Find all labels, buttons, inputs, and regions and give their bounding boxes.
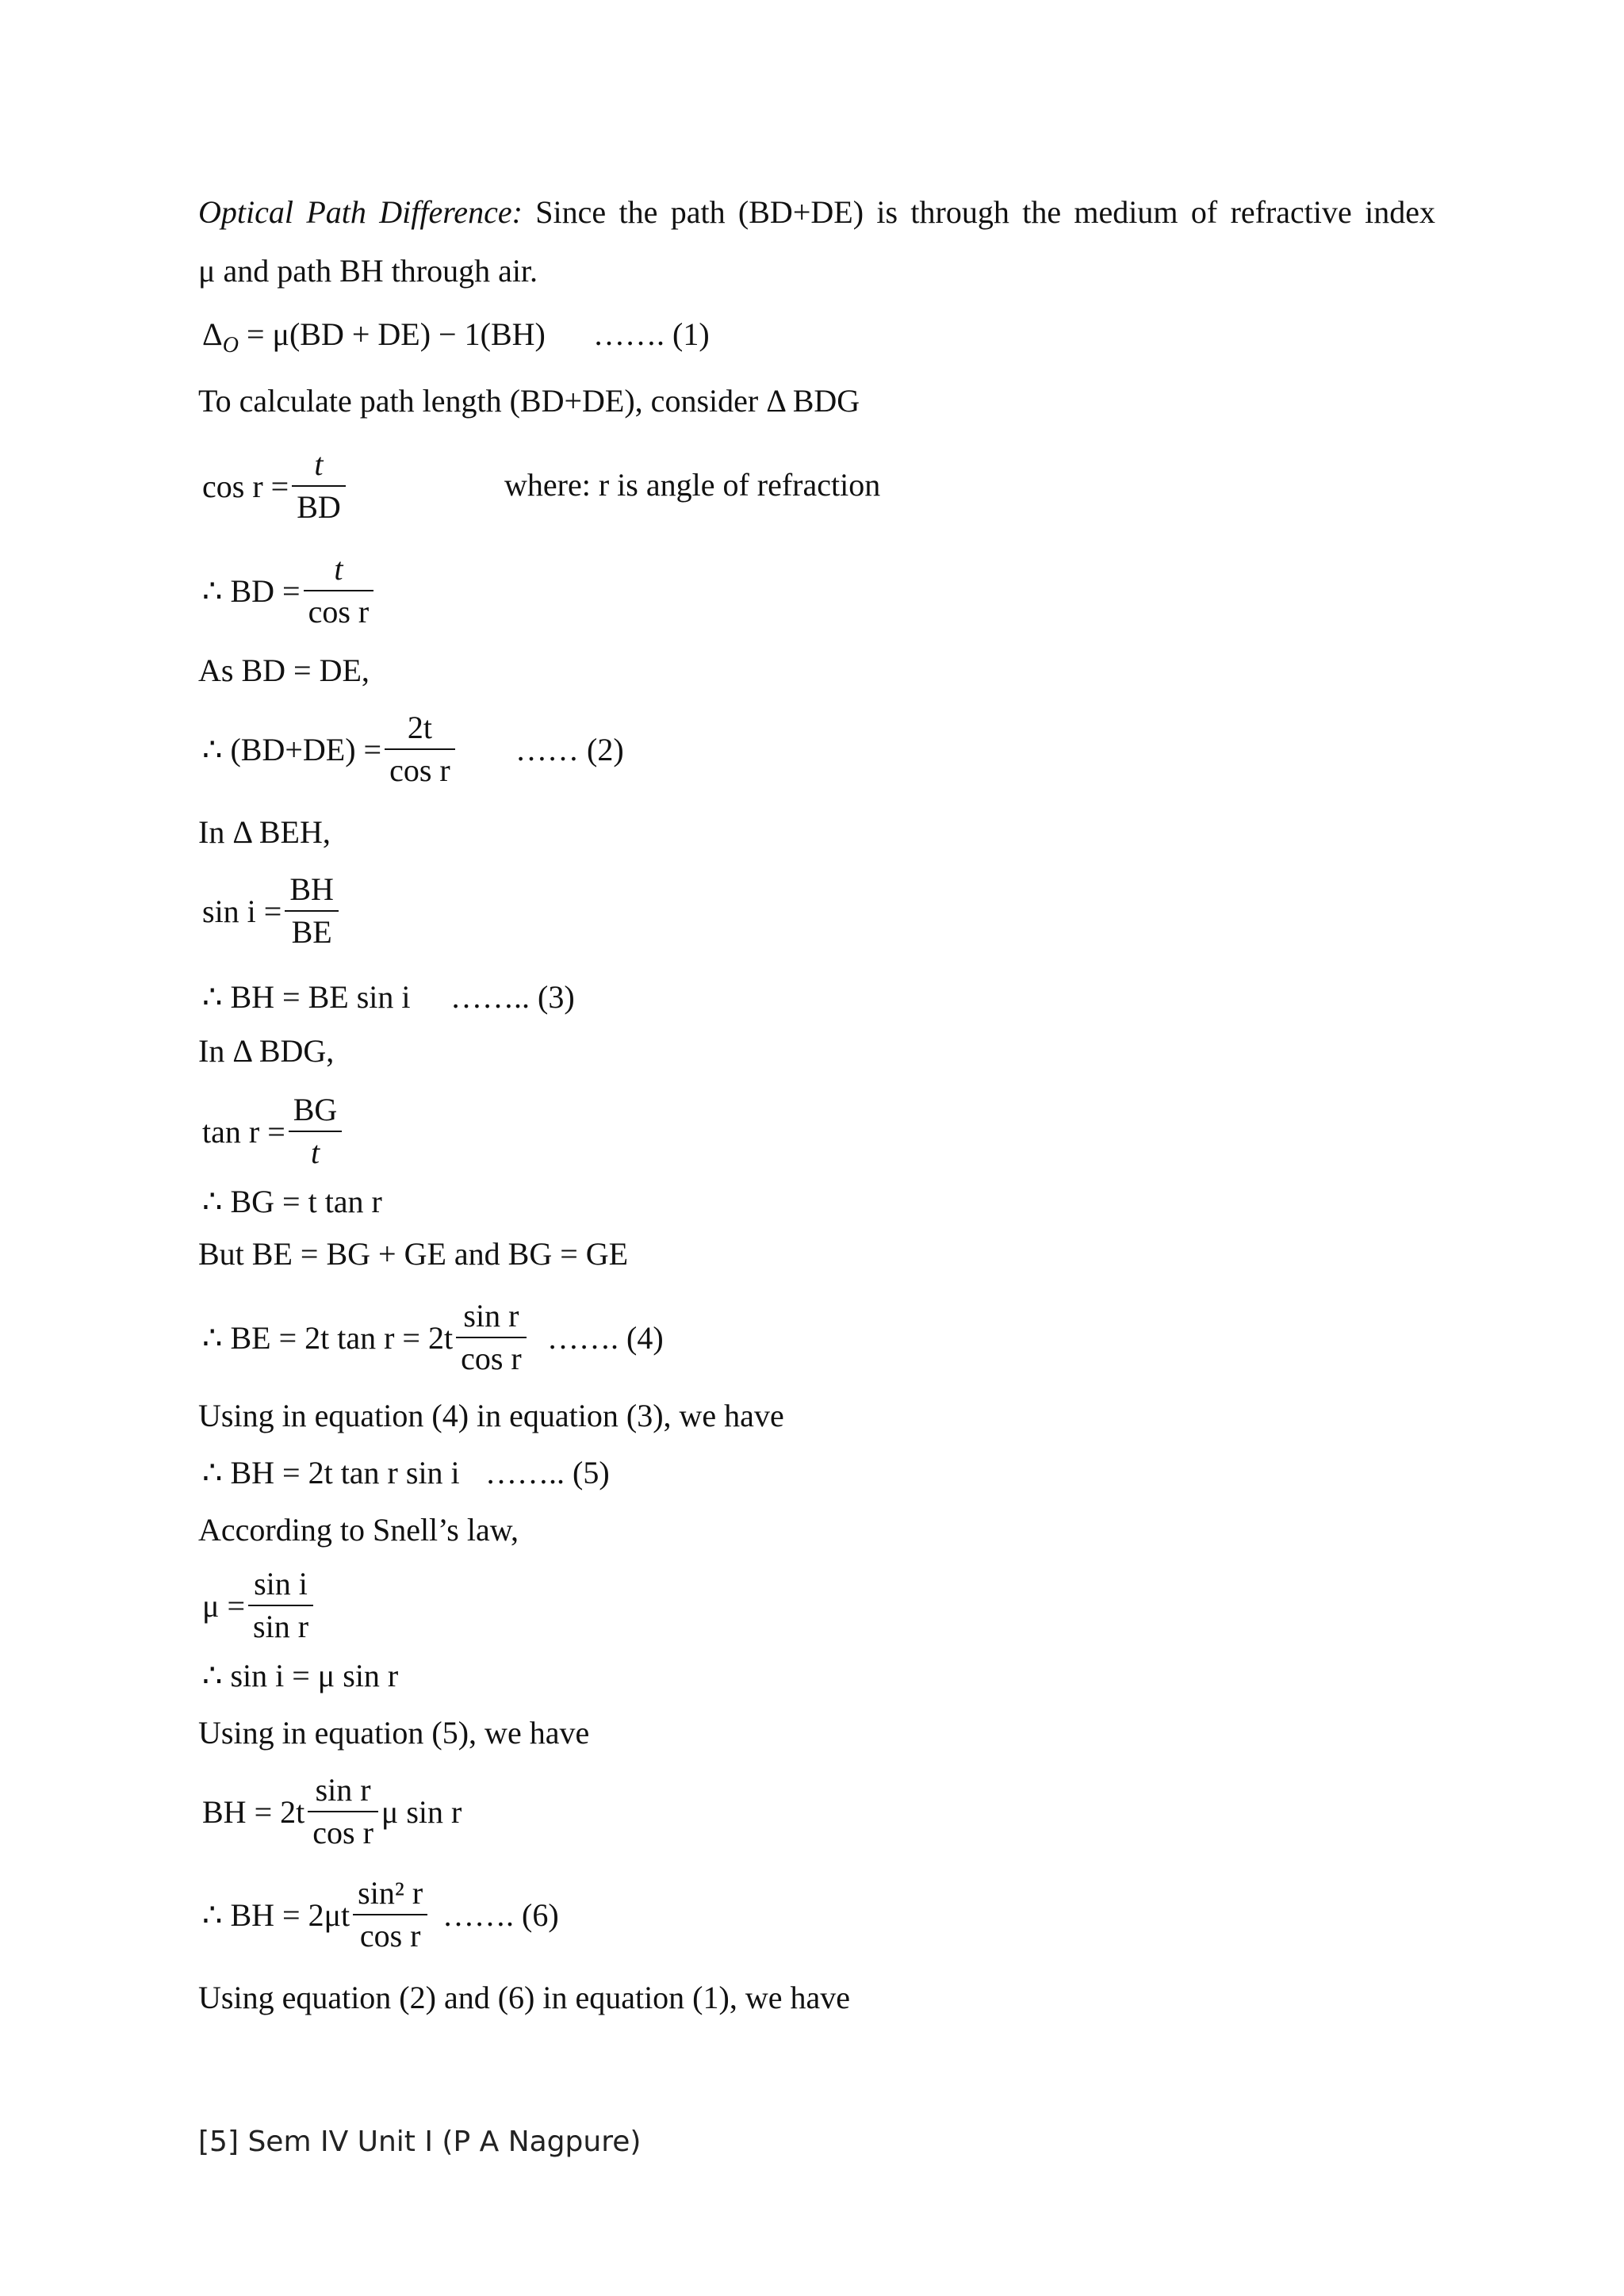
equation-1: $\Delta_O = \mu(BD + DE) - 1(BH)$ bbox=[202, 316, 546, 358]
using-5-text: Using in equation (5), we have bbox=[198, 1715, 590, 1751]
bdg-text: In Δ BDG, bbox=[198, 1033, 335, 1069]
equation-5-tag: …….. (5) bbox=[485, 1455, 610, 1490]
bd-equation: ∴ BD = $\frac{t}{\text{cos r}}$ bbox=[202, 549, 377, 633]
cos-equation: cos r = $\frac{t}{BD}$ bbox=[202, 444, 349, 528]
equation-6-tag: ……. (6) bbox=[442, 1897, 559, 1933]
mu-equation: μ = $\frac{\text{sin i}}{\text{sin r}}$ bbox=[202, 1563, 316, 1647]
sin-equation: sin i = $\frac{BH}{BE}$ bbox=[202, 869, 342, 953]
as-text: As BD = DE, bbox=[198, 652, 370, 688]
equation-3-tag: …….. (3) bbox=[450, 979, 575, 1015]
bh-equation-5: ∴ BH = 2t tan r sin i bbox=[202, 1455, 460, 1490]
section-heading: Optical Path Difference: bbox=[198, 194, 523, 230]
refraction-note: where: r is angle of refraction bbox=[504, 467, 881, 503]
beh-text: In Δ BEH, bbox=[198, 814, 331, 850]
equation-1-tag: ……. (1) bbox=[593, 316, 710, 352]
sini-equation: ∴ sin i = μ sin r bbox=[202, 1658, 399, 1693]
snell-text: According to Snell’s law, bbox=[198, 1512, 519, 1548]
bh-equation-6: ∴ BH = 2μt $\frac{\text{sin² r}}{\text{cos r}}$ bbox=[202, 1873, 431, 1957]
be-equation: ∴ BE = 2t tan r = 2t $\frac{\text{sin r}}{\text{cos r}}$ bbox=[202, 1295, 530, 1380]
calc-text: To calculate path length (BD+DE), consider Δ BDG bbox=[198, 383, 860, 419]
bg-equation: ∴ BG = t tan r bbox=[202, 1184, 382, 1219]
page-footer: [5] Sem IV Unit I (P A Nagpure) bbox=[198, 2126, 642, 2158]
bdde-equation: ∴ (BD+DE) = $\frac{2t}{\text{cos r}}$ bbox=[202, 707, 458, 791]
using-4-text: Using in equation (4) in equation (3), we have bbox=[198, 1398, 784, 1433]
final-text: Using equation (2) and (6) in equation (1), we have bbox=[198, 1980, 850, 2015]
equation-2-tag: …… (2) bbox=[515, 732, 624, 767]
intro-line-2: μ and path BH through air. bbox=[198, 253, 538, 289]
equation-4-tag: ……. (4) bbox=[547, 1320, 664, 1356]
intro-line-1 bbox=[198, 193, 1435, 232]
intro-text: Since the path (BD+DE) is through the medium of refractive index bbox=[535, 194, 1435, 230]
tan-equation: tan r = $\frac{BG}{t}$ bbox=[202, 1089, 345, 1173]
bh-equation-3: ∴ BH = BE sin i bbox=[202, 979, 411, 1015]
bh-equation-expanded: BH = 2t $\frac{\text{sin r}}{\text{cos r}}$ μ sin r bbox=[202, 1770, 462, 1854]
but-text: But BE = BG + GE and BG = GE bbox=[198, 1236, 629, 1272]
